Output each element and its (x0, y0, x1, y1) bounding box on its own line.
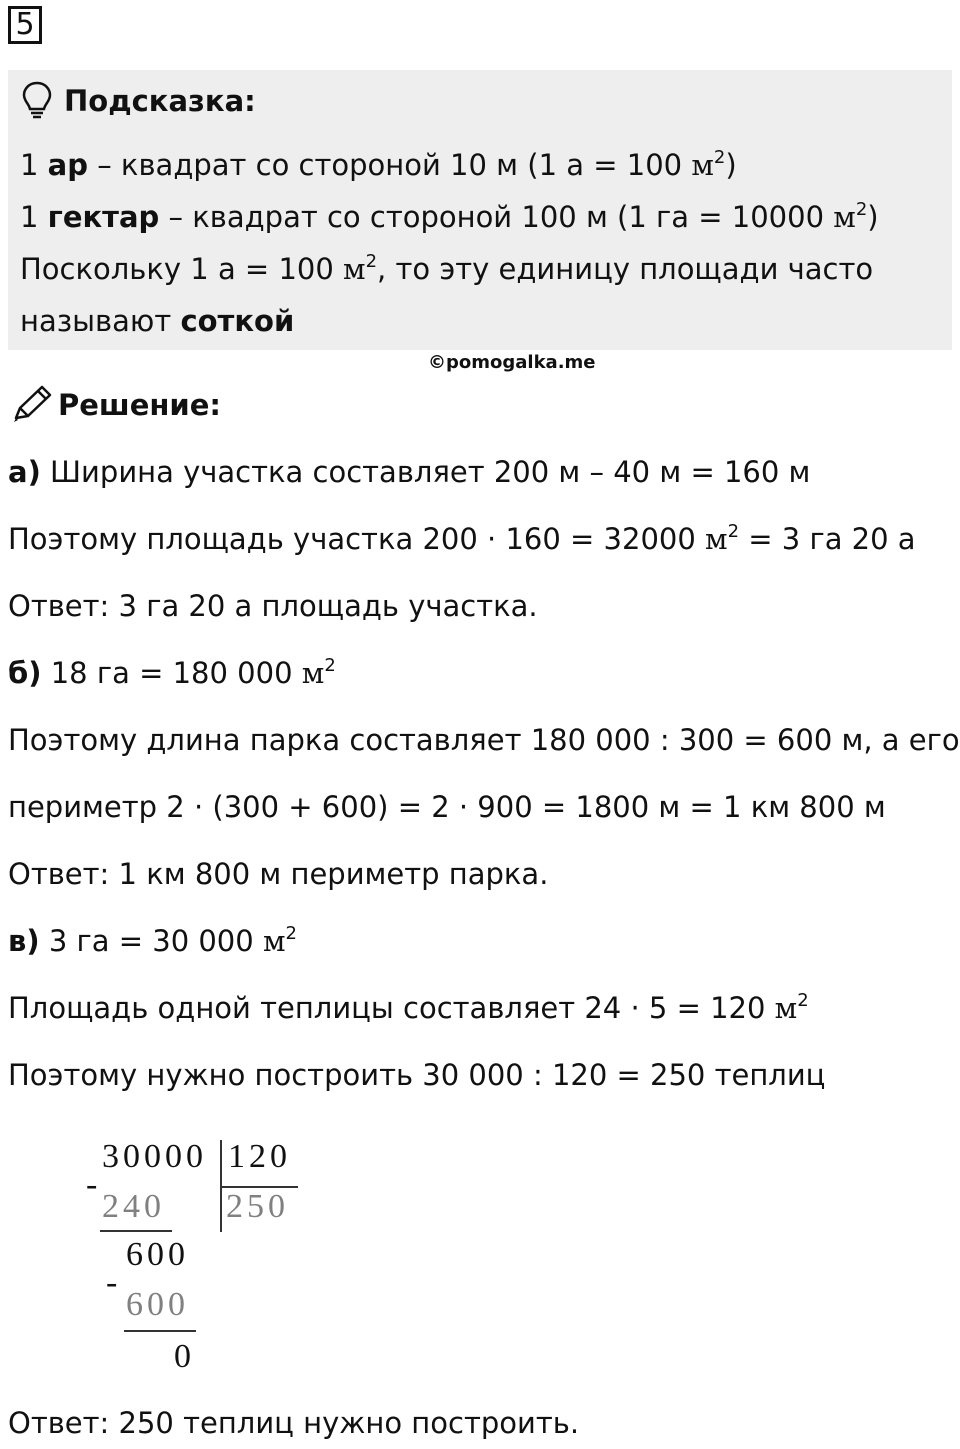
part-a-answer: Ответ: 3 га 20 а площадь участка. (8, 589, 538, 623)
division-dividend: 30000 (102, 1138, 207, 1175)
part-c-count: Поэтому нужно построить 30 000 : 120 = 250 теплиц (8, 1058, 826, 1092)
part-a-area: Поэтому площадь участка 200 · 160 = 32000 $м^2 = 3$ га 20 а (8, 521, 916, 556)
part-c-conversion: в) 3 га = 30 000 $м^2$ (8, 923, 297, 958)
division-minus-1: - (86, 1166, 102, 1203)
hint-line-hectare: 1 гектар – квадрат со стороной 100 м (1 га = 10000 $м^2$) (20, 199, 879, 234)
division-minus-2: - (106, 1264, 122, 1301)
hint-box (8, 70, 952, 350)
part-b-conversion: б) 18 га = 180 000 $м^2$ (8, 655, 336, 690)
hint-title: Подсказка: (64, 84, 256, 118)
task-number: 5 (8, 6, 42, 44)
solution-title: Решение: (58, 388, 222, 422)
part-c-answer: Ответ: 250 теплиц нужно построить. (8, 1406, 580, 1440)
division-remainder-2: 0 (174, 1338, 195, 1375)
part-b-answer: Ответ: 1 км 800 м периметр парка. (8, 857, 549, 891)
division-line-1 (100, 1230, 172, 1232)
pencil-icon (10, 384, 54, 424)
division-subtrahend-1: 240 (102, 1188, 165, 1225)
division-divisor: 120 (228, 1138, 291, 1175)
hint-line-since: Поскольку 1 а = 100 $м^2$, то эту единицу площади часто (20, 251, 874, 286)
division-line-2 (124, 1330, 196, 1332)
lightbulb-icon (20, 80, 54, 120)
division-remainder-1: 600 (126, 1236, 189, 1273)
part-b-perimeter: периметр 2 · (300 + 600) = 2 · 900 = 1800 м = 1 км 800 м (8, 790, 886, 824)
hint-line-ar: 1 ар – квадрат со стороной 10 м (1 а = 100 $м^2$) (20, 147, 737, 182)
division-quotient: 250 (226, 1188, 289, 1225)
part-c-greenhouse-area: Площадь одной теплицы составляет 24 · 5 = 120 $м^2$ (8, 990, 809, 1025)
hint-line-sotka: называют соткой (20, 304, 295, 338)
part-a-width: а) Ширина участка составляет 200 м – 40 м = 160 м (8, 455, 811, 489)
watermark: ©pomogalka.me (428, 352, 596, 373)
division-subtrahend-2: 600 (126, 1286, 189, 1323)
part-b-length: Поэтому длина парка составляет 180 000 : 300 = 600 м, а его (8, 723, 960, 757)
